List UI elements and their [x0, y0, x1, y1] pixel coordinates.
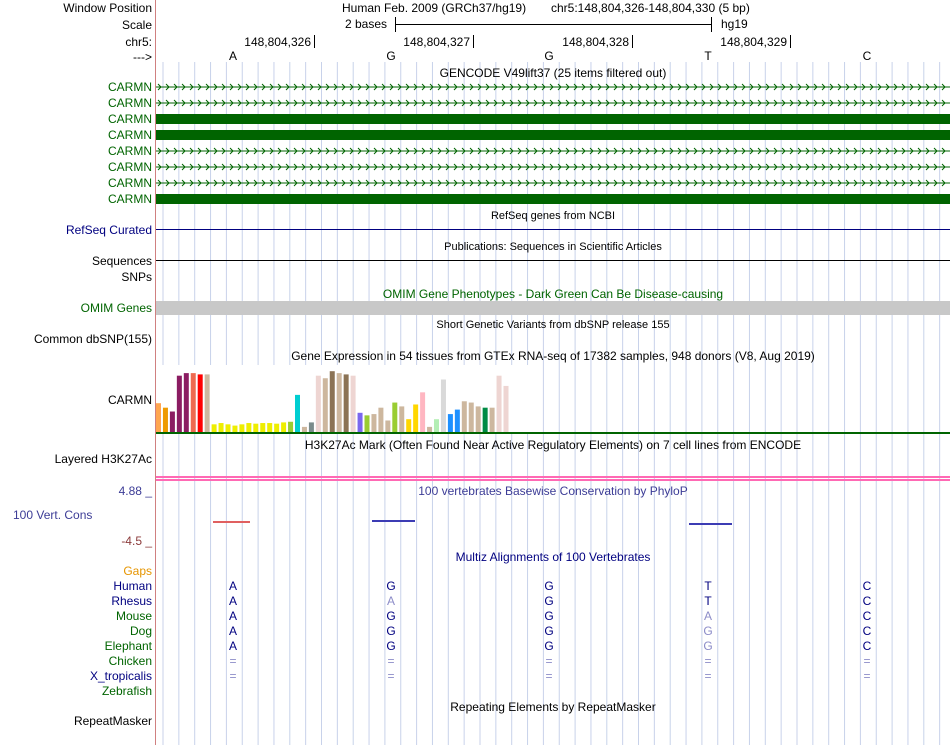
gencode-item-label[interactable]: CARMN — [108, 176, 152, 190]
gtex-bar[interactable] — [371, 414, 376, 432]
gtex-bar-chart[interactable] — [156, 365, 950, 435]
alignment-base: G — [544, 594, 554, 608]
gtex-bar[interactable] — [191, 373, 196, 432]
species-label[interactable]: Zebrafish — [101, 684, 152, 698]
h3k27ac-line-top[interactable] — [156, 476, 950, 478]
gencode-title[interactable]: GENCODE V49lift37 (25 items filtered out) — [439, 66, 667, 80]
omim-label[interactable]: OMIM Genes — [80, 301, 152, 315]
gtex-bar[interactable] — [406, 419, 411, 432]
repeatmasker-title[interactable]: Repeating Elements by RepeatMasker — [450, 700, 656, 714]
gtex-title[interactable]: Gene Expression in 54 tissues from GTEx RNA-seq of 17382 samples, 948 donors (V8, Aug 2019) — [291, 349, 815, 363]
scale-label: Scale — [121, 18, 152, 32]
conservation-min-label: -4.5 _ — [121, 534, 152, 548]
alignment-base: A — [386, 594, 395, 608]
gtex-bar[interactable] — [358, 413, 363, 432]
conservation-label[interactable]: 100 Vert. Cons — [13, 508, 93, 522]
ruler-coord: 148,804,329 — [720, 35, 787, 49]
strand-label: ---> — [133, 50, 152, 64]
gtex-bar[interactable] — [267, 423, 272, 432]
gtex-bar[interactable] — [399, 406, 404, 432]
gtex-bar[interactable] — [337, 373, 342, 432]
gencode-exon[interactable] — [156, 194, 950, 204]
snps-label[interactable]: SNPs — [121, 270, 152, 284]
alignment-base: = — [704, 654, 712, 668]
gencode-item-label[interactable]: CARMN — [108, 112, 152, 126]
phylop-mark-2[interactable] — [372, 520, 415, 522]
gencode-item-label[interactable]: CARMN — [108, 160, 152, 174]
gtex-label[interactable]: CARMN — [108, 393, 152, 407]
gencode-item-label[interactable]: CARMN — [108, 128, 152, 142]
conservation-title[interactable]: 100 vertebrates Basewise Conservation by PhyloP — [418, 484, 688, 498]
gtex-bar[interactable] — [413, 404, 418, 432]
species-label[interactable]: Dog — [129, 624, 152, 638]
alignment-base: = — [545, 669, 553, 683]
gtex-bar[interactable] — [288, 422, 293, 432]
gencode-item-label[interactable]: CARMN — [108, 96, 152, 110]
gtex-bar[interactable] — [483, 408, 488, 432]
alignment-base: G — [544, 609, 554, 623]
ruler-base: G — [544, 49, 554, 63]
gtex-bar[interactable] — [302, 427, 307, 432]
gtex-bar[interactable] — [295, 395, 300, 432]
alignment-base: = — [863, 654, 871, 668]
alignment-base: G — [386, 579, 396, 593]
gtex-bar[interactable] — [351, 376, 356, 432]
species-label[interactable]: Elephant — [104, 639, 152, 653]
gtex-bar[interactable] — [219, 423, 224, 432]
alignment-base: = — [387, 654, 395, 668]
ruler-tick — [790, 35, 791, 48]
alignment-base: G — [544, 624, 554, 638]
gtex-bar[interactable] — [427, 427, 432, 432]
gencode-exon[interactable] — [156, 114, 950, 124]
h3k27ac-label[interactable]: Layered H3K27Ac — [54, 452, 152, 466]
publications-title[interactable]: Publications: Sequences in Scientific Articles — [444, 241, 662, 253]
alignment-base: T — [704, 579, 712, 593]
scale-value: 2 bases — [345, 17, 388, 31]
species-label[interactable]: Rhesus — [111, 594, 152, 608]
gtex-bar[interactable] — [392, 403, 397, 432]
gtex-bar[interactable] — [226, 424, 231, 432]
ruler-base: A — [228, 49, 237, 63]
gtex-bar[interactable] — [378, 408, 383, 432]
ruler-tick — [632, 35, 633, 48]
gtex-bar[interactable] — [232, 426, 237, 432]
gtex-bar[interactable] — [184, 373, 189, 432]
scale-bar — [395, 24, 711, 25]
species-label[interactable]: Human — [113, 579, 152, 593]
gtex-bar[interactable] — [198, 374, 203, 432]
alignment-base: C — [862, 639, 872, 653]
ruler-coord: 148,804,327 — [403, 35, 470, 49]
alignment-base: C — [862, 609, 872, 623]
ruler-tick — [473, 35, 474, 48]
gencode-intron[interactable] — [156, 97, 950, 109]
conservation-max-label: 4.88 _ — [118, 484, 152, 498]
alignment-base: = — [545, 654, 553, 668]
gencode-intron[interactable] — [156, 177, 950, 189]
gencode-exon[interactable] — [156, 130, 950, 140]
alignment-base: G — [544, 579, 554, 593]
alignment-base: A — [228, 609, 237, 623]
gtex-bar[interactable] — [476, 406, 481, 432]
gtex-bar[interactable] — [253, 424, 258, 432]
gtex-bar[interactable] — [462, 401, 467, 432]
gencode-intron[interactable] — [156, 145, 950, 157]
gtex-bar[interactable] — [365, 415, 370, 432]
alignment-base: = — [387, 669, 395, 683]
alignment-base: A — [228, 579, 237, 593]
dbsnp-label[interactable]: Common dbSNP(155) — [33, 332, 152, 346]
ruler-coord: 148,804,326 — [244, 35, 311, 49]
sequences-label[interactable]: Sequences — [91, 254, 152, 268]
gtex-bar[interactable] — [205, 374, 210, 432]
multiz-title[interactable]: Multiz Alignments of 100 Vertebrates — [455, 550, 651, 564]
gtex-bar[interactable] — [316, 376, 321, 432]
phylop-mark-3[interactable] — [689, 523, 732, 525]
alignment-base: G — [544, 639, 554, 653]
alignment-base: G — [386, 624, 396, 638]
alignment-base: A — [228, 594, 237, 608]
ruler-base: C — [862, 49, 872, 63]
alignment-base: = — [229, 654, 237, 668]
assembly-title: Human Feb. 2009 (GRCh37/hg19) — [342, 1, 527, 15]
refseq-label[interactable]: RefSeq Curated — [65, 223, 152, 237]
scale-bar-tick-left — [395, 17, 396, 32]
species-label[interactable]: X_tropicalis — [89, 669, 152, 683]
gtex-bar[interactable] — [344, 374, 349, 432]
alignment-base: = — [229, 669, 237, 683]
alignment-base: A — [228, 639, 237, 653]
gtex-bar[interactable] — [420, 392, 425, 432]
gtex-bar[interactable] — [504, 386, 509, 432]
omim-bar[interactable] — [156, 301, 950, 315]
gtex-bar[interactable] — [434, 419, 439, 432]
publications-line[interactable] — [156, 260, 950, 261]
gtex-bar[interactable] — [177, 376, 182, 432]
ruler-base: G — [386, 49, 396, 63]
alignment-base: A — [228, 624, 237, 638]
position-readout: chr5:148,804,326-148,804,330 (5 bp) — [551, 1, 750, 15]
gtex-bar[interactable] — [156, 403, 161, 432]
alignment-base: C — [862, 594, 872, 608]
ruler-tick — [314, 35, 315, 48]
dbsnp-title[interactable]: Short Genetic Variants from dbSNP release 155 — [436, 319, 670, 331]
gencode-item-label[interactable]: CARMN — [108, 144, 152, 158]
h3k27ac-title[interactable]: H3K27Ac Mark (Often Found Near Active Regulatory Elements) on 7 cell lines from ENCODE — [304, 438, 802, 452]
repeatmasker-label[interactable]: RepeatMasker — [73, 714, 152, 728]
gtex-bar[interactable] — [490, 408, 495, 432]
gtex-bar[interactable] — [239, 424, 244, 432]
gtex-bar[interactable] — [309, 422, 314, 432]
species-label[interactable]: Chicken — [108, 654, 152, 668]
species-label[interactable]: Mouse — [115, 609, 152, 623]
alignment-base: = — [863, 669, 871, 683]
gtex-bar[interactable] — [469, 403, 474, 432]
gencode-intron[interactable] — [156, 161, 950, 173]
gtex-bar[interactable] — [212, 424, 217, 432]
omim-title[interactable]: OMIM Gene Phenotypes - Dark Green Can Be Disease-causing — [382, 287, 724, 301]
gtex-bar[interactable] — [260, 423, 265, 432]
gtex-bar[interactable] — [455, 410, 460, 432]
alignment-base: C — [862, 624, 872, 638]
alignment-base: G — [703, 639, 713, 653]
gtex-bar[interactable] — [274, 424, 279, 432]
alignment-base: = — [704, 669, 712, 683]
gtex-bar[interactable] — [163, 408, 168, 432]
gtex-bar[interactable] — [330, 371, 335, 432]
gtex-bar[interactable] — [170, 412, 175, 432]
chrom-label: chr5: — [125, 35, 152, 49]
refseq-title[interactable]: RefSeq genes from NCBI — [490, 210, 616, 222]
gencode-item-label[interactable]: CARMN — [108, 80, 152, 94]
alignment-base: G — [386, 639, 396, 653]
alignment-base: C — [862, 579, 872, 593]
ruler-coord: 148,804,328 — [562, 35, 629, 49]
gtex-bar[interactable] — [385, 420, 390, 432]
phylop-mark-1[interactable] — [213, 521, 250, 523]
alignment-base: T — [704, 594, 712, 608]
h3k27ac-line-bottom[interactable] — [156, 479, 950, 481]
gtex-bar[interactable] — [497, 376, 502, 432]
gencode-item-label[interactable]: CARMN — [108, 192, 152, 206]
gtex-bar[interactable] — [246, 423, 251, 432]
gtex-bar[interactable] — [281, 422, 286, 432]
scale-db: hg19 — [721, 17, 748, 31]
multiz-gaps-label: Gaps — [123, 564, 152, 578]
gtex-bar[interactable] — [448, 414, 453, 432]
refseq-line[interactable] — [156, 229, 950, 230]
gencode-intron[interactable] — [156, 81, 950, 93]
gtex-bar[interactable] — [323, 378, 328, 432]
alignment-base: G — [386, 609, 396, 623]
gtex-bar[interactable] — [441, 380, 446, 432]
alignment-base: G — [703, 624, 713, 638]
window-position-label: Window Position — [63, 1, 152, 15]
ruler-base: T — [704, 49, 712, 63]
alignment-base: A — [703, 609, 712, 623]
scale-bar-tick-right — [711, 17, 712, 32]
